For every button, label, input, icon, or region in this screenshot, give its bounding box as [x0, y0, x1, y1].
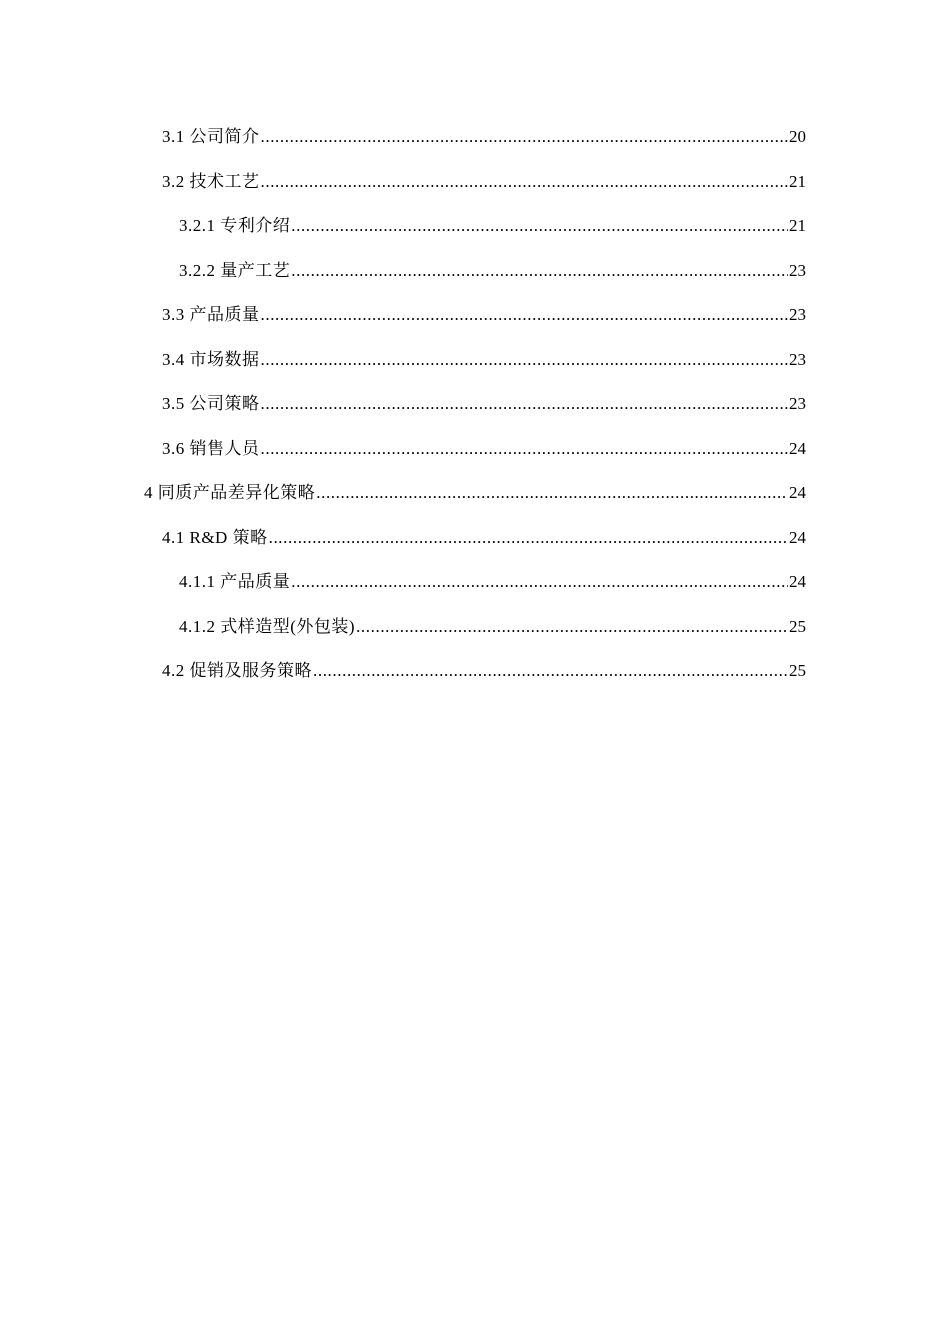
toc-entry-page-number: 24: [789, 483, 806, 502]
toc-entry[interactable]: [179, 615, 806, 639]
toc-entry[interactable]: [162, 348, 806, 372]
toc-entry-title: 4.1 R&D 策略: [162, 527, 268, 547]
toc-entry[interactable]: [162, 526, 806, 550]
toc-dot-leader: [261, 392, 789, 416]
toc-dot-leader: [316, 481, 788, 505]
toc-entry-page-number: 23: [789, 260, 806, 280]
toc-entry-page-number: 24: [789, 572, 806, 591]
toc-entry-page-number: 20: [789, 127, 806, 146]
toc-entry-page-number: 25: [789, 661, 806, 680]
toc-entry-title: 3.4 市场数据: [162, 349, 260, 369]
toc-entry-page-number: 23: [789, 394, 806, 413]
toc-entry[interactable]: [162, 125, 806, 149]
toc-entry[interactable]: [162, 170, 806, 194]
toc-entry-page-number: 21: [789, 171, 806, 191]
toc-entry-page-number: 23: [789, 349, 806, 369]
toc-entry-title: 3.2.2 量产工艺: [179, 260, 291, 280]
toc-entry-page-number: 21: [789, 216, 806, 235]
toc-entry-page-number: 24: [789, 438, 806, 458]
toc-entry-title: 3.3 产品质量: [162, 305, 260, 324]
toc-dot-leader: [269, 526, 788, 550]
toc-entry[interactable]: [162, 437, 806, 461]
toc-dot-leader: [261, 170, 789, 194]
toc-dot-leader: [356, 615, 788, 639]
toc-dot-leader: [291, 570, 788, 594]
toc-entry[interactable]: [144, 481, 806, 505]
toc-dot-leader: [291, 259, 788, 283]
toc-entry-page-number: 23: [789, 305, 806, 324]
toc-entry-title: 4.1.1 产品质量: [179, 572, 291, 591]
toc-entry-title: 4.1.2 式样造型(外包装): [179, 616, 356, 636]
toc-entry-page-number: 24: [789, 527, 806, 547]
toc-dot-leader: [291, 214, 788, 238]
toc-entry-title: 4.2 促销及服务策略: [162, 661, 312, 680]
toc-dot-leader: [261, 125, 789, 149]
toc-entry-title: 3.1 公司简介: [162, 127, 260, 146]
toc-entry-title: 3.2.1 专利介绍: [179, 216, 291, 235]
toc-entry-title: 3.5 公司策略: [162, 394, 260, 413]
toc-entry-page-number: 25: [789, 616, 806, 636]
toc-entry-title: 3.6 销售人员: [162, 438, 260, 458]
toc-dot-leader: [261, 303, 789, 327]
toc-entry[interactable]: [179, 570, 806, 594]
toc-dot-leader: [261, 348, 789, 372]
toc-entry[interactable]: [179, 214, 806, 238]
toc-entry[interactable]: [162, 392, 806, 416]
toc-entry[interactable]: [179, 259, 806, 283]
toc-entry-title: 4 同质产品差异化策略: [144, 483, 316, 502]
toc-dot-leader: [261, 437, 789, 461]
toc-dot-leader: [313, 659, 788, 683]
toc-entry[interactable]: [162, 659, 806, 683]
toc-entry[interactable]: [162, 303, 806, 327]
toc-entry-title: 3.2 技术工艺: [162, 171, 260, 191]
